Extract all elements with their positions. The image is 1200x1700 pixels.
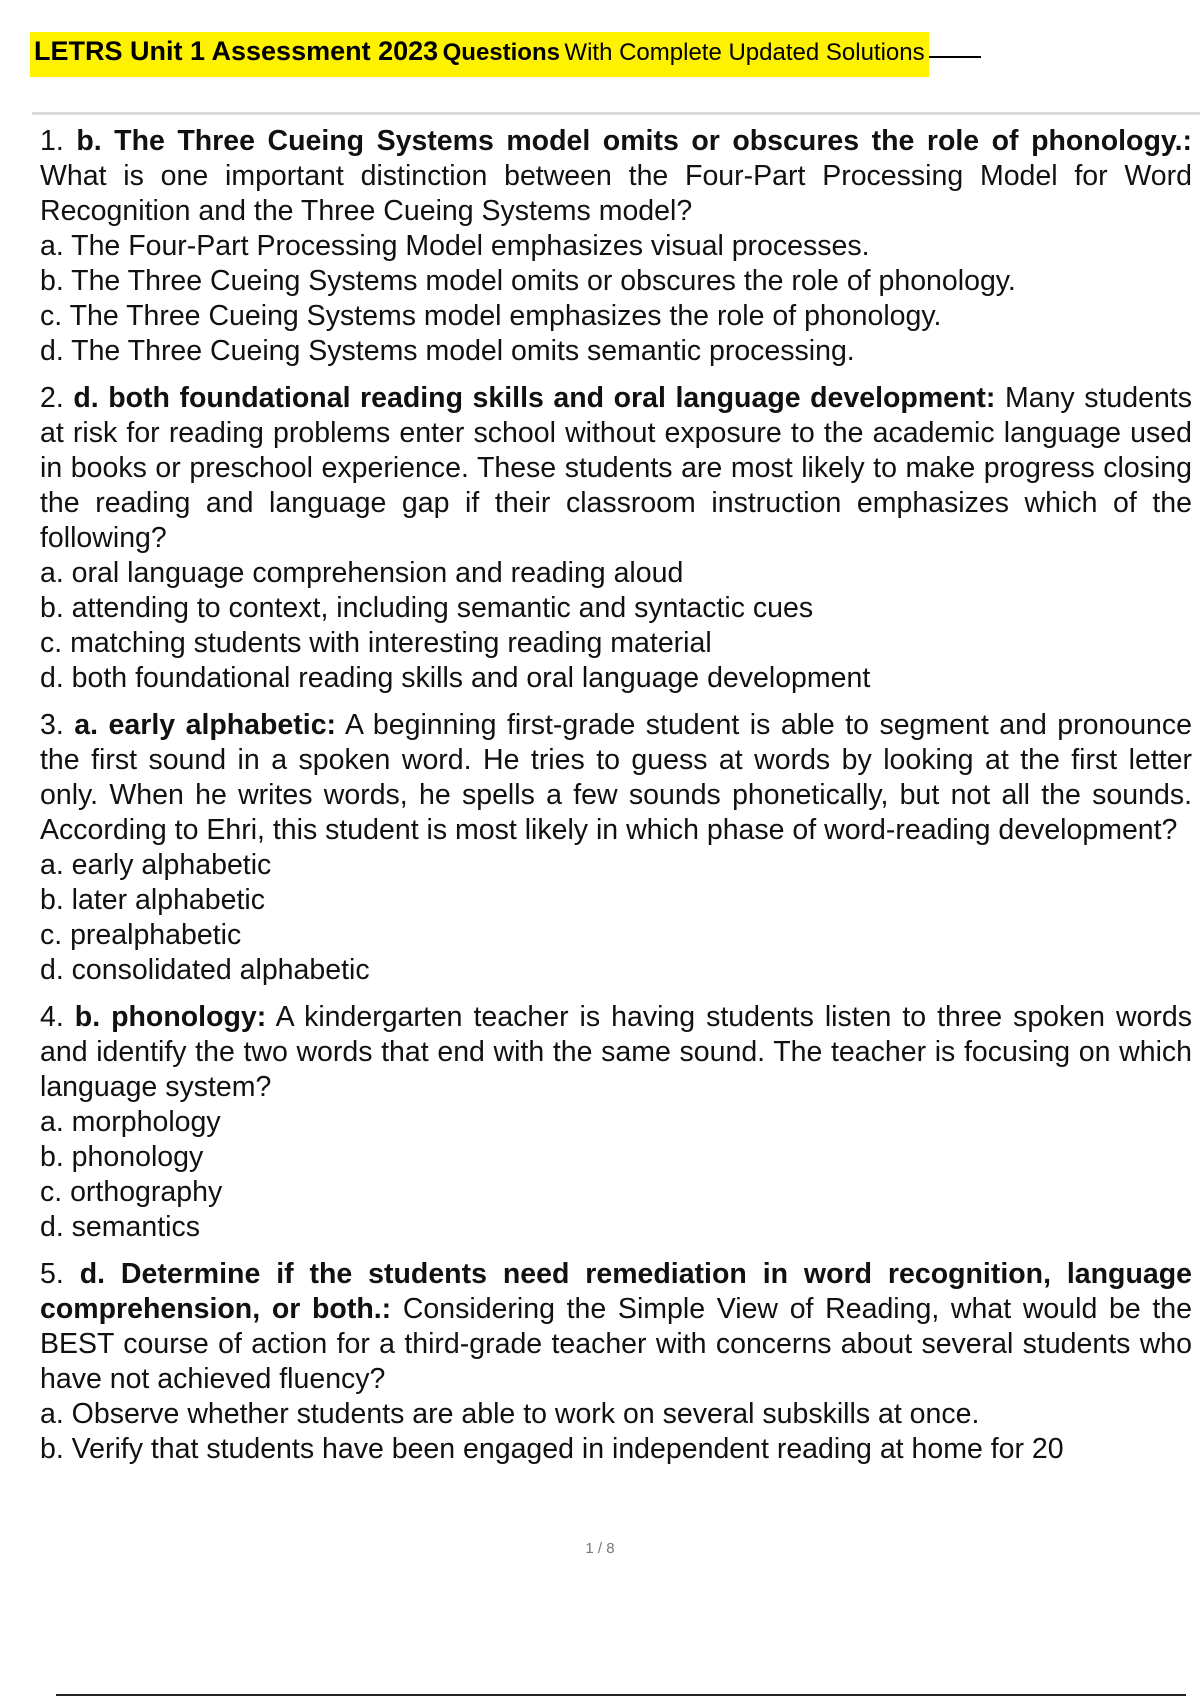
option-d: d. both foundational reading skills and oral language development [40, 662, 871, 694]
document-title [30, 34, 1130, 74]
answer-key: b. The Three Cueing Systems model omits or obscures the role of phonology.: [76, 125, 1192, 157]
question-text: Many students at risk for reading problems enter school without exposure to the academic language used in books or preschool experience. These students are most likely to make progress closing the reading and language gap if their classroom instruction emphasizes which of the following? [40, 382, 1192, 554]
page-bottom-rule [56, 1694, 1186, 1696]
question-stem [40, 1000, 1192, 1105]
question-number: 1. [40, 125, 64, 157]
answer-key: d. Determine if the students need remediation in word recognition, language comprehension, or both.: [40, 1258, 1192, 1325]
question-text: What is one important distinction between the Four-Part Processing Model for Word Recognition and the Three Cueing Systems model? [40, 160, 1192, 227]
answer-key: b. phonology: [74, 1001, 267, 1033]
option-d: d. semantics [40, 1211, 200, 1243]
option-d: d. consolidated alphabetic [40, 954, 370, 986]
question-5 [40, 1257, 1192, 1467]
question-text: A beginning first-grade student is able to segment and pronounce the first sound in a spoken word. He tries to guess at words by looking at the first letter only. When he writes words, he spells a few sounds phonetically, but not all the sounds. According to Ehri, this student is most likely in which phase of word-reading development? [40, 709, 1192, 846]
option-c: c. orthography [40, 1176, 223, 1208]
title-questions: Questions [442, 38, 560, 66]
title-main: LETRS Unit 1 Assessment 2023 [34, 35, 439, 66]
title-subtitle: With Complete Updated Solutions [564, 38, 925, 66]
option-b: b. Verify that students have been engaged in independent reading at home for 20 [40, 1433, 1064, 1465]
question-text: A kindergarten teacher is having students listen to three spoken words and identify the two words that end with the same sound. The teacher is focusing on which language system? [40, 1001, 1192, 1103]
option-a: a. morphology [40, 1106, 221, 1138]
question-list [40, 124, 1192, 1479]
question-text: Considering the Simple View of Reading, what would be the BEST course of action for a third-grade teacher with concerns about several students who have not achieved fluency? [40, 1293, 1192, 1395]
question-number: 2. [40, 382, 64, 414]
question-number: 3. [40, 709, 64, 741]
option-b: b. The Three Cueing Systems model omits or obscures the role of phonology. [40, 265, 1016, 297]
option-b: b. phonology [40, 1141, 204, 1173]
page-indicator: 1 / 8 [585, 1540, 615, 1557]
option-b: b. attending to context, including semantic and syntactic cues [40, 592, 814, 624]
answer-key: a. early alphabetic: [74, 709, 337, 741]
option-c: c. The Three Cueing Systems model emphasizes the role of phonology. [40, 300, 942, 332]
header-divider [32, 112, 1200, 115]
question-stem [40, 708, 1192, 848]
question-stem [40, 124, 1192, 229]
title-underline-rule [929, 56, 981, 58]
question-stem [40, 381, 1192, 556]
question-number: 5. [40, 1258, 64, 1290]
question-stem [40, 1257, 1192, 1397]
option-a: a. The Four-Part Processing Model emphasizes visual processes. [40, 230, 870, 262]
option-a: a. early alphabetic [40, 849, 272, 881]
question-4 [40, 1000, 1192, 1245]
question-number: 4. [40, 1001, 64, 1033]
option-b: b. later alphabetic [40, 884, 265, 916]
option-a: a. Observe whether students are able to work on several subskills at once. [40, 1398, 980, 1430]
option-c: c. prealphabetic [40, 919, 242, 951]
question-2 [40, 381, 1192, 696]
title-highlight [30, 32, 929, 77]
option-c: c. matching students with interesting reading material [40, 627, 712, 659]
question-3 [40, 708, 1192, 988]
question-1 [40, 124, 1192, 369]
option-a: a. oral language comprehension and reading aloud [40, 557, 684, 589]
option-d: d. The Three Cueing Systems model omits semantic processing. [40, 335, 855, 367]
answer-key: d. both foundational reading skills and oral language development: [73, 382, 996, 414]
